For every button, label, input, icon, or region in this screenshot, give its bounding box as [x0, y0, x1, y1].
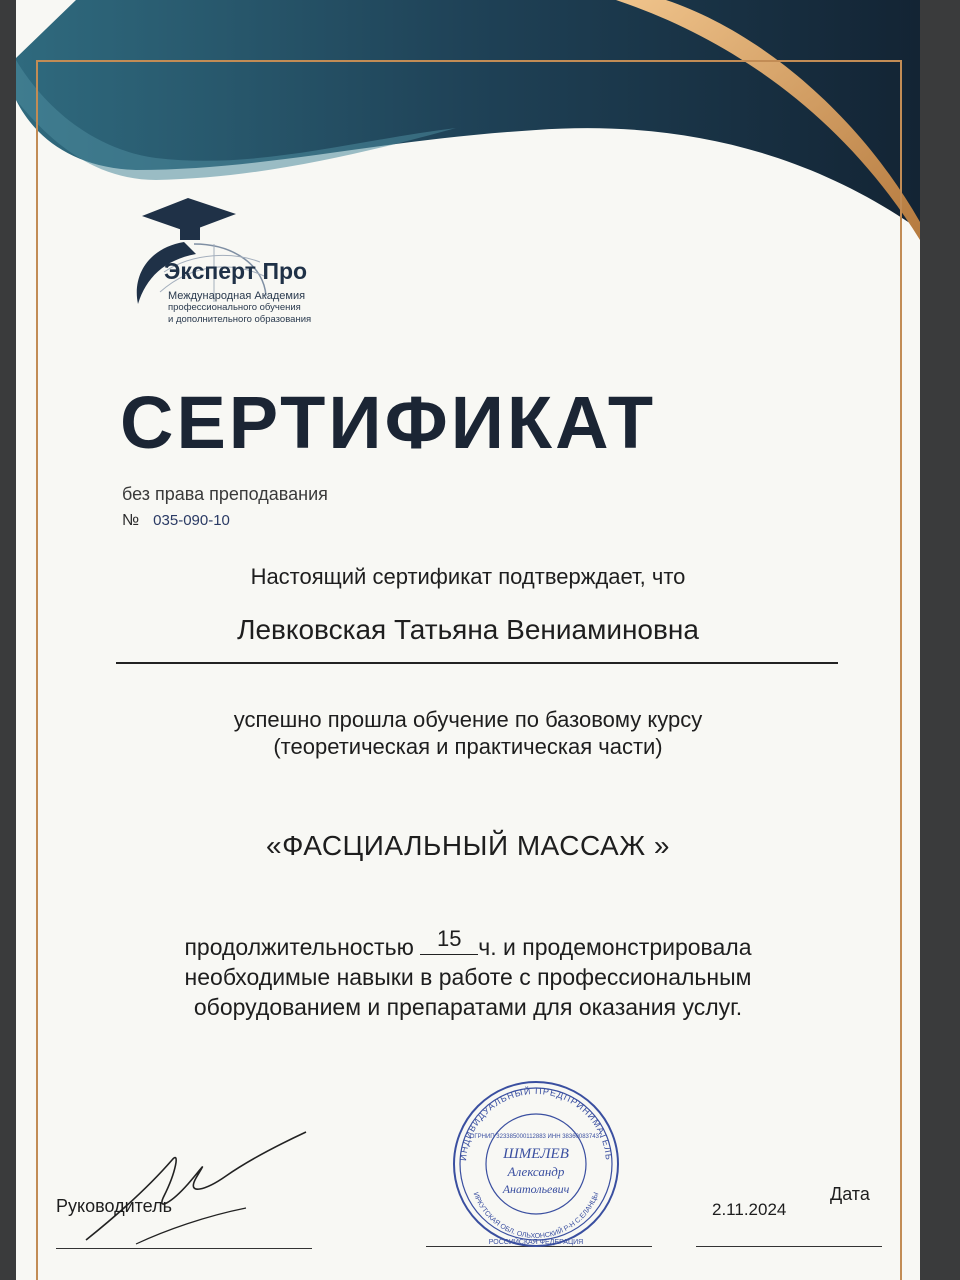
skills-line1: необходимые навыки в работе с профессиональным: [184, 964, 752, 990]
certificate-subtitle: без права преподавания: [122, 484, 328, 504]
certificate-number: [122, 512, 230, 530]
seal-firstname: Александр: [507, 1164, 565, 1179]
course-line2: (теоретическая и практическая части): [273, 734, 663, 759]
date-value: 2.11.2024: [712, 1200, 787, 1219]
certificate-paper: [16, 0, 920, 1280]
certificate-title: СЕРТИФИКАТ: [120, 381, 657, 464]
signature-line: [56, 1248, 312, 1249]
seal-ring-top: ИНДИВИДУАЛЬНЫЙ ПРЕДПРИНИМАТЕЛЬ: [457, 1085, 614, 1162]
confirm-text: Настоящий сертификат подтверждает, что: [250, 564, 686, 589]
seal-ring-ids: ОГРНИП 323385000112883 ИНН 383600837437: [469, 1134, 603, 1140]
course-name: «ФАСЦИАЛЬНЫЙ МАССАЖ »: [266, 830, 670, 861]
course-description: [16, 706, 920, 760]
official-seal-stamp: [446, 1072, 626, 1252]
recipient-underline: [116, 662, 838, 664]
seal-ring-bottom: ИРКУТСКАЯ ОБЛ. ОЛЬХОНСКИЙ Р-Н С.ЕЛАНЦЫ: [471, 1191, 601, 1241]
duration-prefix: продолжительностью: [184, 934, 414, 960]
recipient-name: Левковская Татьяна Вениаминовна: [237, 614, 699, 645]
head-label: Руководитель: [56, 1196, 172, 1216]
number-label: №: [122, 512, 140, 529]
skills-line2: оборудованием и препаратами для оказания услуг.: [193, 994, 743, 1020]
handwritten-signature: [76, 1120, 316, 1260]
logo-title: Эксперт Про: [164, 258, 308, 284]
seal-surname: ШМЕЛЕВ: [503, 1146, 569, 1162]
logo-subtitle-line3: и дополнительного образования: [168, 314, 312, 325]
logo-subtitle: [168, 290, 311, 326]
course-line1: успешно прошла обучение по базовому курсу: [233, 707, 703, 732]
duration-text: [16, 926, 920, 1022]
date-label: Дата: [830, 1184, 870, 1204]
logo-subtitle-line2: профессионального обучения: [168, 302, 301, 313]
duration-suffix: ч. и продемонстрировала: [478, 934, 752, 960]
hours-field: [420, 926, 478, 955]
hours-value: 15: [436, 926, 462, 951]
seal-patronymic: Анатольевич: [502, 1182, 570, 1196]
logo-subtitle-line1: Международная Академия: [168, 290, 306, 302]
date-line: [696, 1246, 882, 1247]
seal-ring-country: РОССИЙСКАЯ ФЕДЕРАЦИЯ: [488, 1239, 584, 1246]
number-value: 035-090-10: [153, 512, 230, 529]
